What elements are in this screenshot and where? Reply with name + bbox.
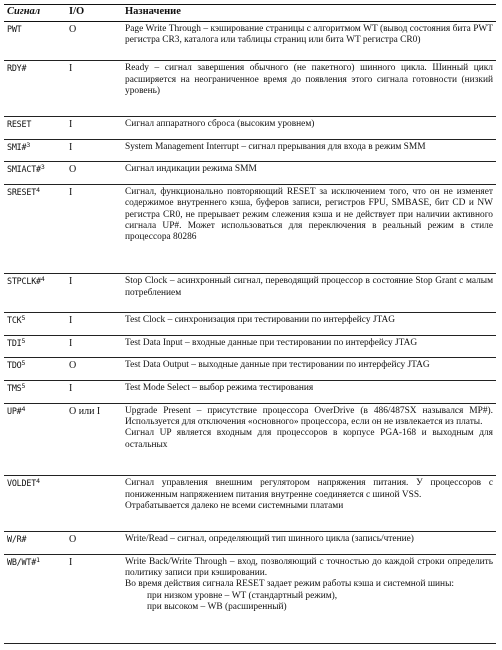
signal-name: TMS: [7, 382, 22, 393]
footnote-marker: 5: [21, 314, 26, 323]
signal-name-cell: [4, 139, 66, 162]
signal-name: SMI#: [7, 141, 27, 152]
description-paragraph: Test Mode Select – выбор режима тестирования: [125, 382, 314, 393]
signal-description: [122, 358, 496, 381]
signal-name: SRESET: [7, 186, 37, 197]
description-paragraph: Stop Clock – асинхронный сигнал, переводящий процессор в состояние Stop Grant с малым потреблением: [125, 276, 493, 298]
signal-description: [122, 61, 496, 117]
table-row: [4, 358, 496, 381]
table-row: [4, 61, 496, 117]
table-row: [4, 335, 496, 358]
table-row: [4, 139, 496, 162]
signal-description: [122, 532, 496, 555]
signal-name-cell: [4, 61, 66, 117]
signal-name: RESET: [7, 119, 32, 130]
footnote-marker: 3: [26, 140, 31, 149]
description-paragraph: Сигнал UP является входным для процессоров в корпусе PGA-168 и выходным для остальных: [125, 428, 493, 450]
signal-name-cell: [4, 117, 66, 140]
signal-io: [66, 476, 122, 532]
table-header-row: [4, 5, 496, 22]
description-list-item: при низком уровне – WT (стандартный режим),: [147, 590, 338, 601]
signal-name: STPCLK#: [7, 276, 41, 287]
signal-table: [4, 4, 496, 644]
signal-description: [122, 335, 496, 358]
signal-io: O или I: [66, 403, 122, 476]
signal-name-cell: [4, 274, 66, 313]
signal-io: O: [66, 162, 122, 185]
footnote-marker: 5: [21, 336, 26, 345]
signal-table-page: [4, 4, 496, 644]
signal-description: [122, 313, 496, 336]
footnote-marker: 4: [36, 185, 40, 194]
signal-name: SMIACT#: [7, 164, 41, 175]
signal-name-cell: [4, 22, 66, 61]
description-paragraph: Test Data Output – выходные данные при тестировании по интерфейсу JTAG: [125, 360, 430, 371]
footnote-marker: 5: [21, 381, 26, 390]
signal-io: I: [66, 184, 122, 273]
signal-io: O: [66, 22, 122, 61]
table-row: [4, 380, 496, 403]
signal-name: WB/WT#: [7, 556, 37, 567]
signal-description: [122, 554, 496, 643]
table-row: [4, 22, 496, 61]
description-paragraph: Write/Read – сигнал, определяющий тип шинного цикла (запись/чтение): [125, 534, 414, 545]
signal-name-cell: [4, 335, 66, 358]
footnote-marker: 4: [21, 404, 26, 413]
description-paragraph: Во время действия сигнала RESET задает режим работы кэша и системной шины:: [125, 579, 454, 590]
description-paragraph: Сигнал, функционально повторяющий RESET за исключением того, что он не изменяет содержимое внутреннего кэша, буферов записи, регистров FPU, SMBASE, бит CD и NW регистра CR0, не прерывает режим слежения кэша и не действует при наличии активного сигнала UP#. Может использоваться для переключения в реальный режим в стиле процессора 80286: [125, 186, 493, 243]
footnote-marker: 5: [21, 359, 26, 368]
table-row: [4, 476, 496, 532]
description-paragraph: Write Back/Write Through – вход, позволяющий с точностью до каждой строки определить политику записи при кэшировании.: [125, 556, 493, 579]
signal-description: [122, 403, 496, 476]
signal-description: [122, 380, 496, 403]
signal-name-cell: [4, 532, 66, 555]
signal-name-cell: [4, 358, 66, 381]
signal-name-cell: [4, 184, 66, 273]
table-row: [4, 184, 496, 273]
table-body: [4, 22, 496, 644]
description-paragraph: System Management Interrupt – сигнал прерывания для входа в режим SMM: [125, 141, 426, 152]
signal-io: I: [66, 274, 122, 313]
signal-name: TDI: [7, 337, 22, 348]
signal-io: I: [66, 61, 122, 117]
signal-description: [122, 476, 496, 532]
signal-io: O: [66, 532, 122, 555]
description-paragraph: Отрабатывается далеко не всеми системными платами: [125, 500, 344, 511]
signal-name-cell: [4, 403, 66, 476]
signal-io: I: [66, 380, 122, 403]
signal-name-cell: [4, 162, 66, 185]
signal-io: I: [66, 335, 122, 358]
signal-name: TCK: [7, 315, 22, 326]
description-paragraph: Сигнал индикации режима SMM: [125, 164, 257, 175]
table-row: [4, 532, 496, 555]
description-paragraph: Page Write Through – кэширование страницы с алгоритмом WT (вывод состояния бита PWT регистра CR3, каталога или таблицы страниц или бита WT регистра CR0): [125, 24, 493, 46]
signal-io: I: [66, 117, 122, 140]
signal-name: RDY#: [7, 63, 27, 74]
description-paragraph: Сигнал аппаратного сброса (высоким уровнем): [125, 119, 315, 130]
description-paragraph: Ready – сигнал завершения обычного (не пакетного) шинного цикла. Шинный цикл расширяется на неограниченное время до появления этого сигнала готовности (низкий уровень): [125, 63, 493, 97]
table-row: [4, 403, 496, 476]
signal-name-cell: [4, 313, 66, 336]
signal-name: TDO: [7, 360, 22, 371]
header-signal: Сигнал: [4, 5, 66, 22]
signal-name: W/R#: [7, 534, 27, 545]
footnote-marker: 3: [40, 163, 45, 172]
signal-description: [122, 274, 496, 313]
signal-name-cell: [4, 476, 66, 532]
description-paragraph: Upgrade Present – присутствие процессора OverDrive (в 486/487SX назывался MP#). Используется для отключения «основного» процессора, если он не извлекается из платы.: [125, 405, 493, 427]
footnote-marker: 1: [36, 555, 40, 564]
table-row: [4, 117, 496, 140]
signal-name: PWT: [7, 24, 22, 34]
signal-description: [122, 139, 496, 162]
footnote-marker: 4: [40, 275, 45, 284]
footnote-marker: 4: [36, 477, 40, 486]
table-row: [4, 274, 496, 313]
description-paragraph: Test Clock – синхронизация при тестировании по интерфейсу JTAG: [125, 315, 396, 326]
signal-description: [122, 117, 496, 140]
signal-io: I: [66, 313, 122, 336]
signal-name-cell: [4, 380, 66, 403]
table-row: [4, 162, 496, 185]
description-paragraph: Сигнал управления внешним регулятором напряжения питания. У процессоров с пониженным напряжением питания внутренне соединяется с шиной VSS.: [125, 478, 493, 500]
signal-name: VOLDET: [7, 478, 37, 489]
signal-description: [122, 22, 496, 61]
description-paragraph: Test Data Input – входные данные при тестировании по интерфейсу JTAG: [125, 337, 418, 348]
signal-description: [122, 184, 496, 273]
signal-name: UP#: [7, 405, 22, 416]
header-description: Назначение: [122, 5, 496, 22]
description-list-item: при высоком – WB (расширенный): [147, 602, 287, 613]
signal-name-cell: [4, 554, 66, 643]
signal-description: [122, 162, 496, 185]
signal-io: I: [66, 139, 122, 162]
signal-io: O: [66, 358, 122, 381]
table-row: [4, 554, 496, 643]
table-row: [4, 313, 496, 336]
header-io: I/O: [66, 5, 122, 22]
signal-io: I: [66, 554, 122, 643]
